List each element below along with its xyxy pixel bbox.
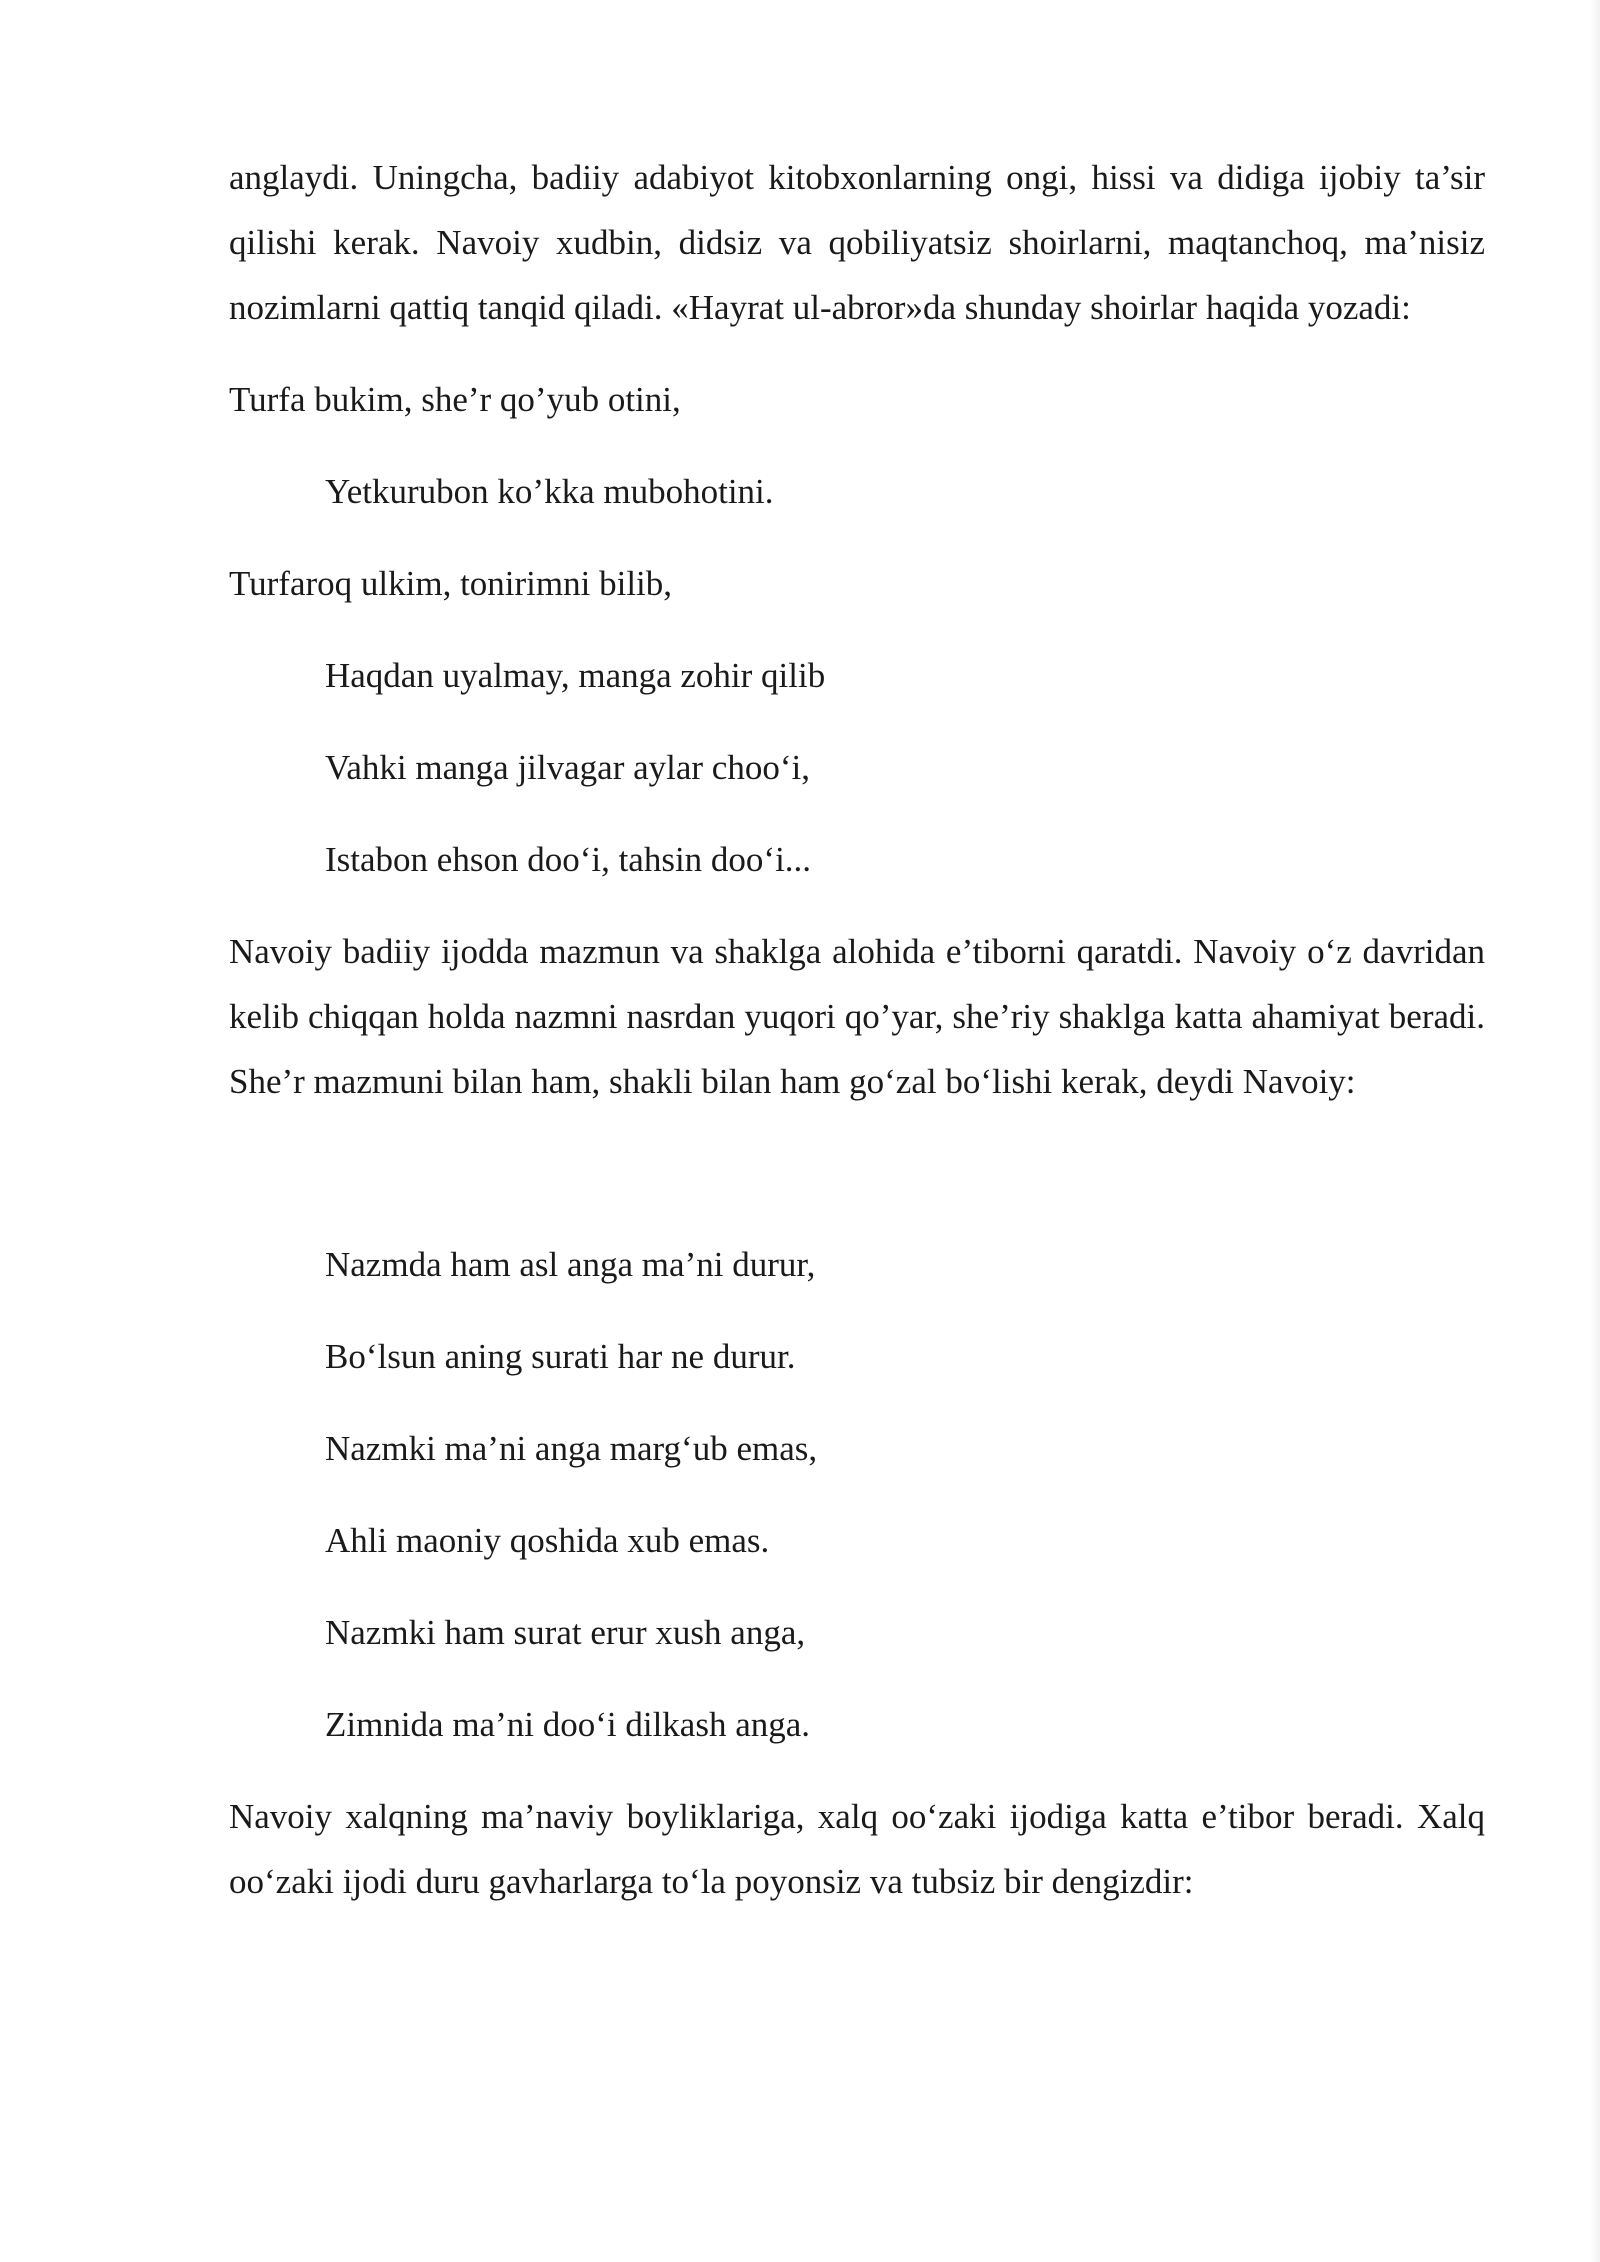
poem-line: Yetkurubon ko’kka mubohotini. (325, 472, 774, 511)
poem-line: Bo‘lsun aning surati har ne durur. (325, 1337, 796, 1376)
poem-nazm (229, 1232, 1485, 1757)
page-edge-shadow (1590, 0, 1600, 2262)
poem-line: Vahki manga jilvagar aylar choo‘i, (325, 748, 810, 787)
poem-line: Zimnida ma’ni doo‘i dilkash anga. (325, 1705, 811, 1744)
poem-line: Ahli maoniy qoshida xub emas. (325, 1521, 770, 1560)
poem-line: Turfaroq ulkim, tonirimni bilib, (229, 564, 673, 603)
poem-line: Istabon ehson doo‘i, tahsin doo‘i... (325, 840, 812, 879)
paragraph-folklore: Navoiy xalqning ma’naviy boyliklariga, xalq oo‘zaki ijodiga katta e’tibor beradi. Xalq oo‘zaki ijodi duru gavharlarga to‘la poyonsiz va tubsiz bir dengizdir: (229, 1797, 1485, 1901)
poem-line: Haqdan uyalmay, manga zohir qilib (325, 656, 826, 695)
document-body (229, 145, 1485, 1914)
poem-line: Nazmki ham surat erur xush anga, (325, 1613, 806, 1652)
paragraph-form-content: Navoiy badiiy ijodda mazmun va shaklga alohida e’tiborni qaratdi. Navoiy o‘z davridan kelib chiqqan holda nazmni nasrdan yuqori qo’yar, she’riy shaklga katta ahamiyat beradi. She’r mazmuni bilan ham, shakli bilan ham go‘zal bo‘lishi kerak, deydi Navoiy: (229, 932, 1485, 1101)
poem-line: Turfa bukim, she’r qo’yub otini, (229, 380, 681, 419)
paragraph-intro: anglaydi. Uningcha, badiiy adabiyot kitobxonlarning ongi, hissi va didiga ijobiy ta’sir qilishi kerak. Navoiy xudbin, didsiz va qobiliyatsiz shoirlarni, maqtanchoq, ma’nisiz nozimlarni qattiq tanqid qiladi. «Hayrat ul-abror»da shunday shoirlar haqida yozadi: (229, 158, 1485, 327)
poem-line: Nazmda ham asl anga ma’ni durur, (325, 1245, 816, 1284)
poem-line: Nazmki ma’ni anga marg‘ub emas, (325, 1429, 818, 1468)
poem-hayrat-ul-abror (229, 367, 1485, 892)
